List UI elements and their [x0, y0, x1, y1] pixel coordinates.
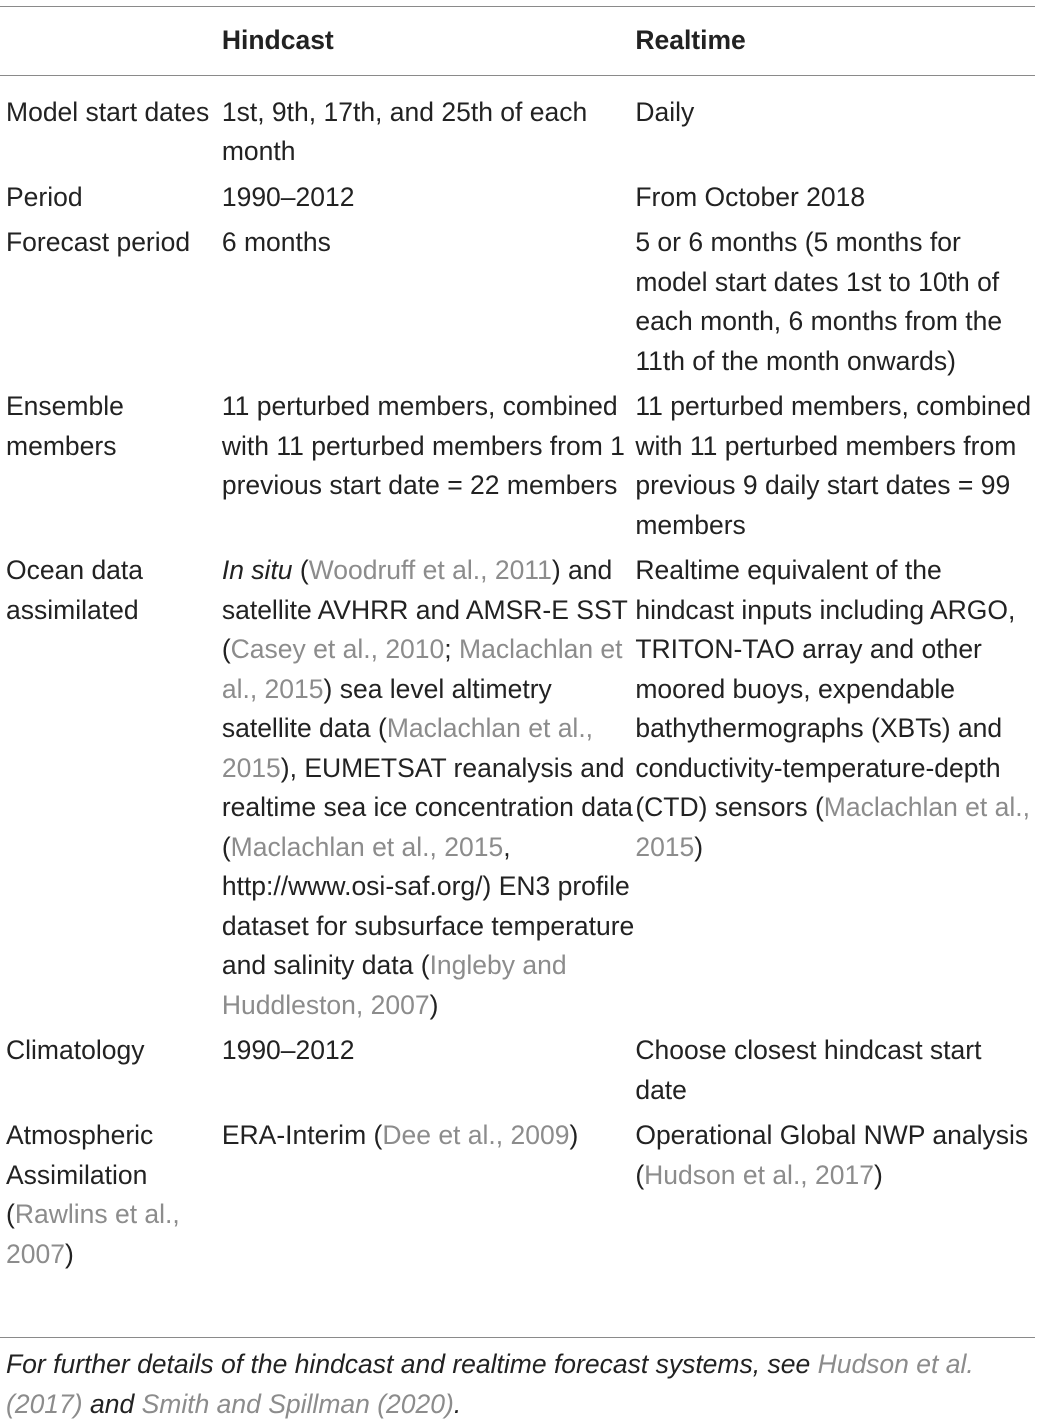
citation-link[interactable]: Smith and Spillman (2020)	[141, 1388, 454, 1419]
table-body	[0, 75, 1035, 1292]
table-row	[0, 545, 1035, 1025]
text-run: , http://www.osi-saf.org/) EN3 profile dataset for subsurface temperature and salinity data (	[221, 831, 635, 980]
citation-link[interactable]: Ingleby and Huddleston, 2007	[221, 950, 567, 1020]
header-row	[0, 7, 1035, 76]
table-footnote	[6, 1345, 1036, 1424]
text-run: Realtime equivalent of the hindcast inputs including ARGO, TRITON-TAO array and other moored buoys, expendable bathythermographs (XBTs) and conductivity-temperature-depth (CTD) sensors (	[635, 555, 1016, 822]
table-row	[0, 75, 1035, 172]
row-label: Ensemble members	[6, 391, 124, 461]
footer-divider	[0, 1337, 1035, 1338]
realtime-cell: 5 or 6 months (5 months for model start dates 1st to 10th of each month, 6 months from the 11th of the month onwards)	[635, 227, 1003, 376]
row-label	[0, 1110, 222, 1292]
citation-link[interactable]: Hudson et al. (2017)	[6, 1349, 974, 1419]
citation-link[interactable]: Maclachlan et al., 2015	[230, 831, 504, 862]
row-label: Model start dates	[6, 96, 210, 127]
row-label: Period	[6, 181, 83, 212]
row-label: Forecast period	[6, 227, 191, 257]
text-run: )	[569, 1120, 579, 1150]
citation-link[interactable]: Hudson et al., 2017	[644, 1159, 874, 1190]
text-run: ), EUMETSAT reanalysis and realtime sea ice concentration data (	[221, 752, 633, 862]
text-run: ;	[444, 634, 460, 664]
table-row	[0, 217, 1035, 381]
hindcast-cell: 11 perturbed members, combined with 11 perturbed members from 1 previous start date = 22 members	[221, 391, 625, 500]
text-run: and	[82, 1388, 142, 1419]
text-run: )	[64, 1238, 74, 1269]
hindcast-cell: 1990–2012	[221, 181, 355, 212]
text-run: (	[292, 555, 309, 585]
table-row	[0, 1110, 1035, 1292]
citation-link[interactable]: Dee et al., 2009	[382, 1120, 570, 1150]
in-situ-text: In situ	[221, 555, 293, 585]
header-realtime: Realtime	[635, 25, 746, 55]
forecast-system-table	[0, 6, 1035, 1292]
hindcast-cell: 1st, 9th, 17th, and 25th of each month	[221, 96, 588, 166]
text-run: For further details of the hindcast and realtime forecast systems, see	[6, 1349, 818, 1379]
row-label: Climatology	[6, 1035, 145, 1065]
text-run: )	[429, 989, 439, 1020]
text-run: Operational Global NWP analysis (	[635, 1120, 1029, 1190]
header-label-cell	[0, 7, 222, 76]
header-hindcast: Hindcast	[221, 25, 334, 55]
row-label: Ocean data assimilated	[6, 555, 144, 625]
citation-link[interactable]: Maclachlan et al., 2015	[221, 634, 623, 704]
hindcast-cell	[222, 1110, 635, 1292]
text-run: )	[694, 831, 704, 862]
text-run: ERA-Interim (	[221, 1120, 383, 1150]
realtime-cell	[635, 1110, 1035, 1292]
hindcast-cell	[222, 545, 635, 1025]
hindcast-cell: 1990–2012	[221, 1035, 355, 1065]
text-run: )	[874, 1159, 883, 1190]
text-run: Atmospheric Assimilation (	[6, 1120, 154, 1229]
citation-link[interactable]: Woodruff et al., 2011	[308, 555, 552, 585]
citation-link[interactable]: Casey et al., 2010	[230, 634, 445, 664]
table-header	[0, 7, 1035, 76]
citation-link[interactable]: Maclachlan et al., 2015	[635, 792, 1030, 862]
realtime-cell: Choose closest hindcast start date	[635, 1035, 982, 1105]
table-row	[0, 381, 1035, 545]
text-run: .	[453, 1388, 462, 1419]
realtime-cell	[635, 545, 1035, 1025]
realtime-cell: 11 perturbed members, combined with 11 perturbed members from previous 9 daily start dates = 99 members	[635, 391, 1032, 540]
table-row	[0, 1025, 1035, 1110]
text-run: ) and satellite AVHRR and AMSR-E SST (	[221, 555, 628, 664]
realtime-cell: Daily	[635, 96, 695, 127]
text-run: ) sea level altimetry satellite data (	[221, 673, 552, 743]
citation-link[interactable]: Rawlins et al., 2007	[6, 1199, 180, 1269]
hindcast-cell: 6 months	[221, 227, 331, 257]
table-row	[0, 172, 1035, 218]
realtime-cell: From October 2018	[635, 181, 866, 212]
citation-link[interactable]: Maclachlan et al., 2015	[221, 713, 594, 783]
